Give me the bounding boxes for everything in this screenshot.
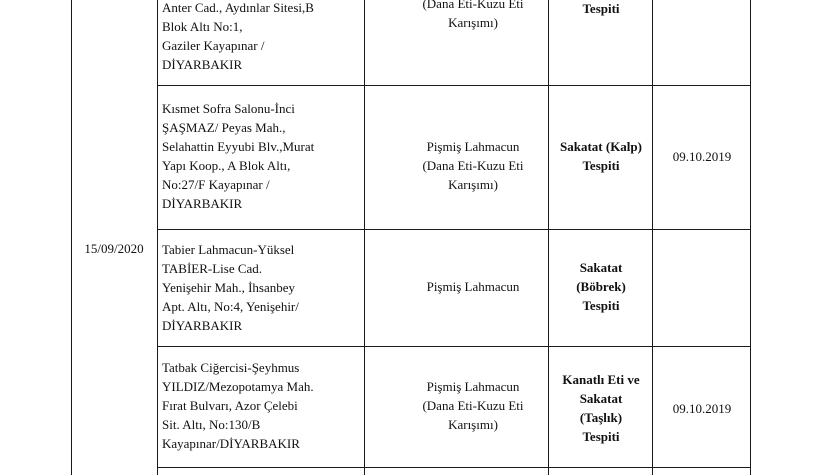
column-divider: [157, 0, 158, 475]
row-divider: [157, 229, 751, 230]
address-line: TABİER-Lise Cad.: [162, 261, 263, 276]
address-line: Fırat Bulvarı, Azor Çelebi: [162, 398, 298, 413]
product-line: Karışımı): [448, 417, 498, 432]
row-divider: [157, 346, 751, 347]
product-line: Karışımı): [448, 177, 498, 192]
table-row-product: [398, 277, 548, 296]
finding-line: Sakatat: [579, 391, 623, 406]
finding-line: Sakatat: [579, 260, 623, 275]
address-line: ŞAŞMAZ/ Peyas Mah.,: [162, 120, 286, 135]
table-border-right: [750, 0, 751, 475]
table-row-product: [398, 0, 548, 32]
address-line: Gaziler Kayapınar /: [162, 38, 265, 53]
table-row-address: [162, 358, 364, 453]
address-line: No:27/F Kayapınar /: [162, 177, 270, 192]
table-border-left: [71, 0, 72, 475]
address-line: Anter Cad., Aydınlar Sitesi,B: [162, 0, 314, 15]
finding-line: Tespiti: [582, 158, 620, 173]
finding-line: Tespiti: [582, 1, 620, 16]
column-divider: [548, 0, 549, 475]
column-divider: [364, 0, 365, 475]
table-row-address: [162, 0, 364, 74]
address-line: Tatbak Ciğercisi-Şeyhmus: [162, 360, 300, 375]
finding-line: Sakatat (Kalp): [560, 139, 642, 154]
table-row-finding: [550, 370, 652, 446]
product-line: Pişmiş Lahmacun: [426, 379, 520, 394]
address-line: Yenişehir Mah., İhsanbey: [162, 280, 295, 295]
table-row-product: [398, 137, 548, 194]
product-line: (Dana Eti-Kuzu Eti: [422, 158, 524, 173]
table-row-finding: [550, 0, 652, 18]
address-line: Kısmet Sofra Salonu-İnci: [162, 101, 295, 116]
product-line: Karışımı): [448, 15, 498, 30]
address-line: Blok Altı No:1,: [162, 19, 243, 34]
product-line: Pişmiş Lahmacun: [426, 279, 520, 294]
row-divider: [157, 85, 751, 86]
address-line: Yapı Koop., A Blok Altı,: [162, 158, 291, 173]
publication-date: 15/09/2020: [84, 241, 144, 256]
address-line: Apt. Altı, No:4, Yenişehir/: [162, 299, 299, 314]
finding-line: Tespiti: [582, 298, 620, 313]
table-row-finding: [550, 258, 652, 315]
product-line: Pişmiş Lahmacun: [426, 139, 520, 154]
address-line: DİYARBAKIR: [162, 57, 243, 72]
table-row-address: [162, 240, 364, 335]
finding-line: Tespiti: [582, 429, 620, 444]
product-line: (Dana Eti-Kuzu Eti: [422, 0, 524, 11]
finding-line: (Böbrek): [576, 279, 626, 294]
address-line: Sit. Altı, No:130/B: [162, 417, 261, 432]
finding-line: (Taşlık): [579, 410, 623, 425]
table-row-date: 09.10.2019: [672, 149, 732, 164]
table-row-address: [162, 99, 364, 213]
address-line: DİYARBAKIR: [162, 196, 243, 211]
table-row-finding: [550, 137, 652, 175]
row-divider: [157, 467, 751, 468]
table-row-date: 09.10.2019: [672, 401, 732, 416]
address-line: Tabier Lahmacun-Yüksel: [162, 242, 295, 257]
address-line: YILDIZ/Mezopotamya Mah.: [162, 379, 314, 394]
address-line: Kayapınar/DİYARBAKIR: [162, 436, 300, 451]
table-row-product: [398, 377, 548, 434]
finding-line: Kanatlı Eti ve: [562, 372, 640, 387]
address-line: DİYARBAKIR: [162, 318, 243, 333]
address-line: Selahattin Eyyubi Blv.,Murat: [162, 139, 315, 154]
product-line: (Dana Eti-Kuzu Eti: [422, 398, 524, 413]
column-divider: [652, 0, 653, 475]
